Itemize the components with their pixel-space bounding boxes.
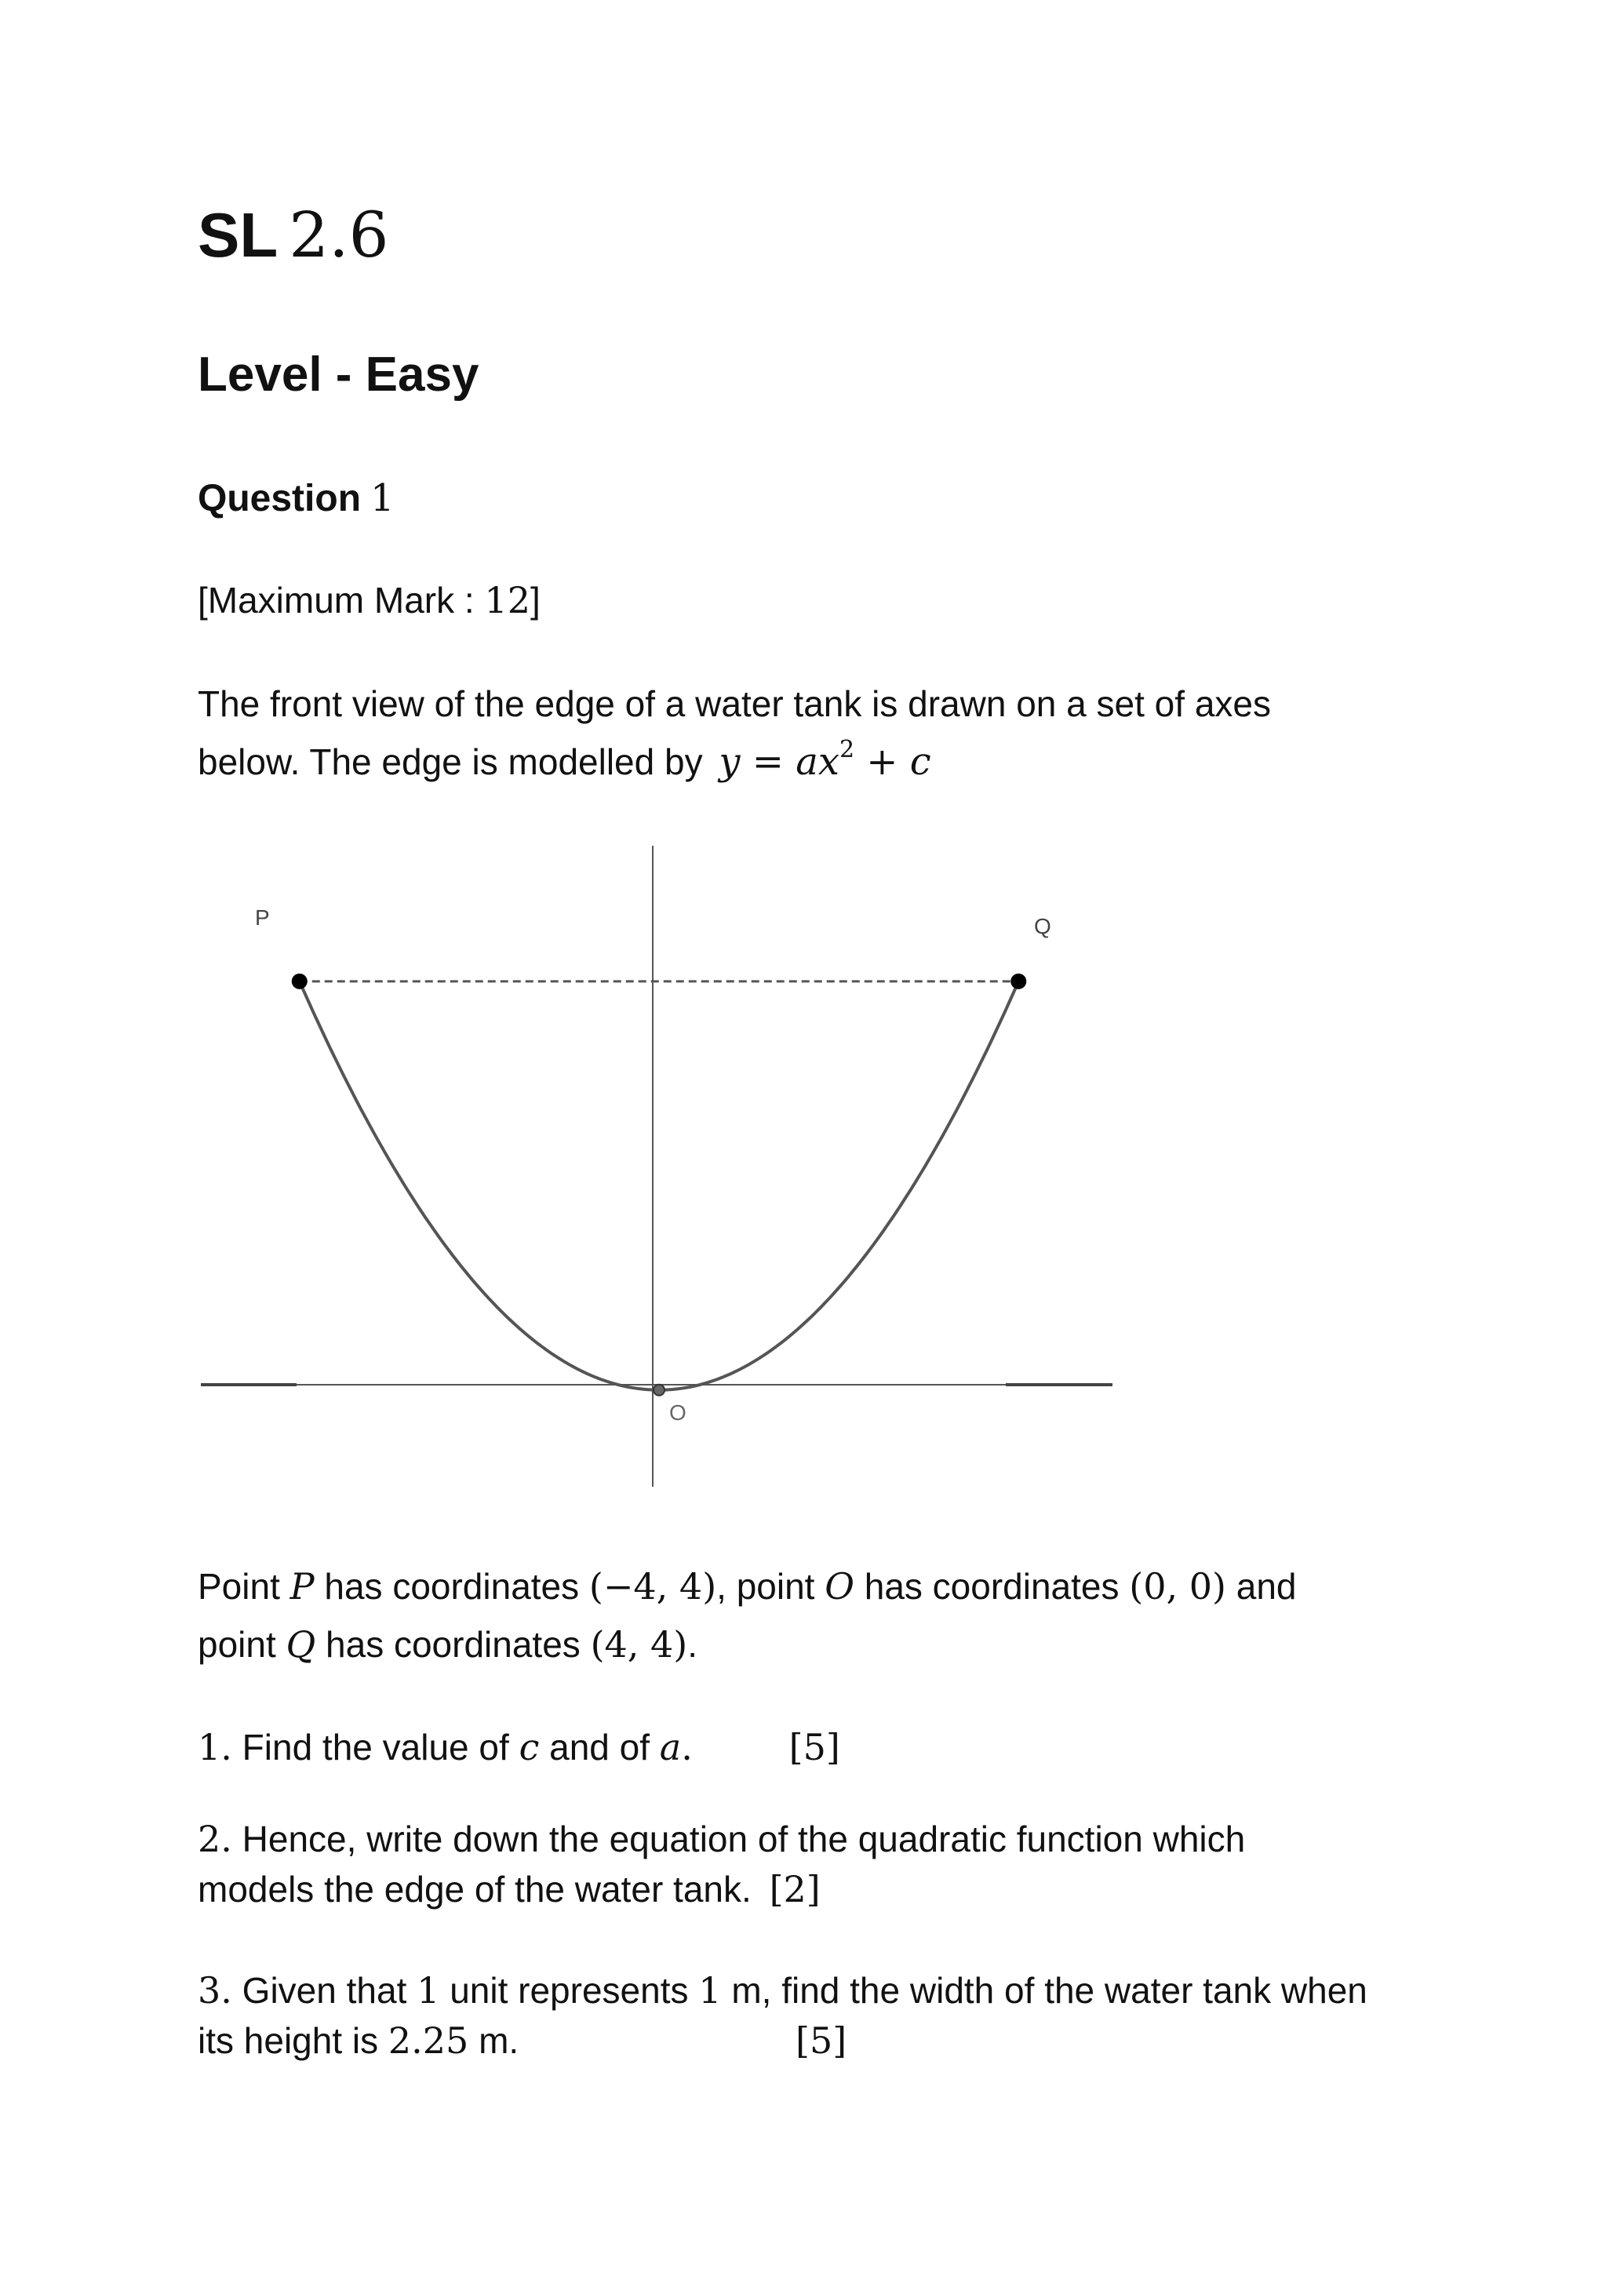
part-1-number: 1. [198, 1726, 232, 1768]
q-coordinates: (4, 4) [590, 1623, 688, 1666]
max-mark-value: 12 [484, 579, 531, 621]
question-part-1: 1. Find the value of c and of a. [5] [198, 1726, 840, 1768]
question-heading [198, 475, 395, 523]
part-3-number: 3. [198, 1969, 232, 2012]
tank-edge-figure [196, 843, 1122, 1502]
point-o-marker [654, 1385, 665, 1396]
part-2-mark: [2] [769, 1868, 821, 1910]
page-title [198, 200, 388, 271]
question-number: 1 [370, 476, 395, 520]
point-q-label: Q [1034, 914, 1051, 938]
coordinates-line-1: Point P has coordinates (−4, 4), point O has coordinates (0, 0) and [198, 1565, 1297, 1608]
model-equation: $y = ax^2 + c$ [719, 736, 931, 784]
point-p-label: P [255, 905, 270, 930]
question-part-3: 3. Given that 1 unit represents 1 m, find the width of the water tank when its height is 2.25 m. [5] [198, 1969, 1367, 2062]
intro-line-1: The front view of the edge of a water tank is drawn on a set of axes [198, 683, 1271, 724]
o-coordinates: (0, 0) [1129, 1565, 1226, 1608]
part-3-mark: [5] [796, 2019, 847, 2062]
question-intro [198, 675, 1484, 791]
point-p-marker [292, 974, 308, 989]
parabola-curve [300, 981, 1019, 1390]
title-topic-number: 2.6 [289, 198, 389, 271]
max-mark-close: ] [530, 580, 541, 621]
intro-line-2: below. The edge is modelled by $y = ax^2 + c$ [198, 736, 931, 784]
maximum-mark [198, 577, 541, 624]
question-part-2: 2. Hence, write down the equation of the quadratic function which models the edge of the water tank. [2] [198, 1818, 1246, 1910]
part-1-mark: [5] [788, 1726, 840, 1768]
max-mark-label: [Maximum Mark : [198, 580, 475, 621]
point-o-label: O [669, 1400, 686, 1425]
p-coordinates: (−4, 4) [588, 1565, 717, 1608]
point-q-marker [1010, 974, 1026, 989]
question-label: Question [198, 478, 362, 519]
point-coordinates-text [198, 1557, 1484, 1673]
difficulty-level: Level - Easy [198, 348, 479, 402]
coordinates-line-2: point Q has coordinates (4, 4). [198, 1623, 698, 1666]
part-2-number: 2. [198, 1818, 232, 1860]
title-topic-code: SL [198, 200, 279, 270]
